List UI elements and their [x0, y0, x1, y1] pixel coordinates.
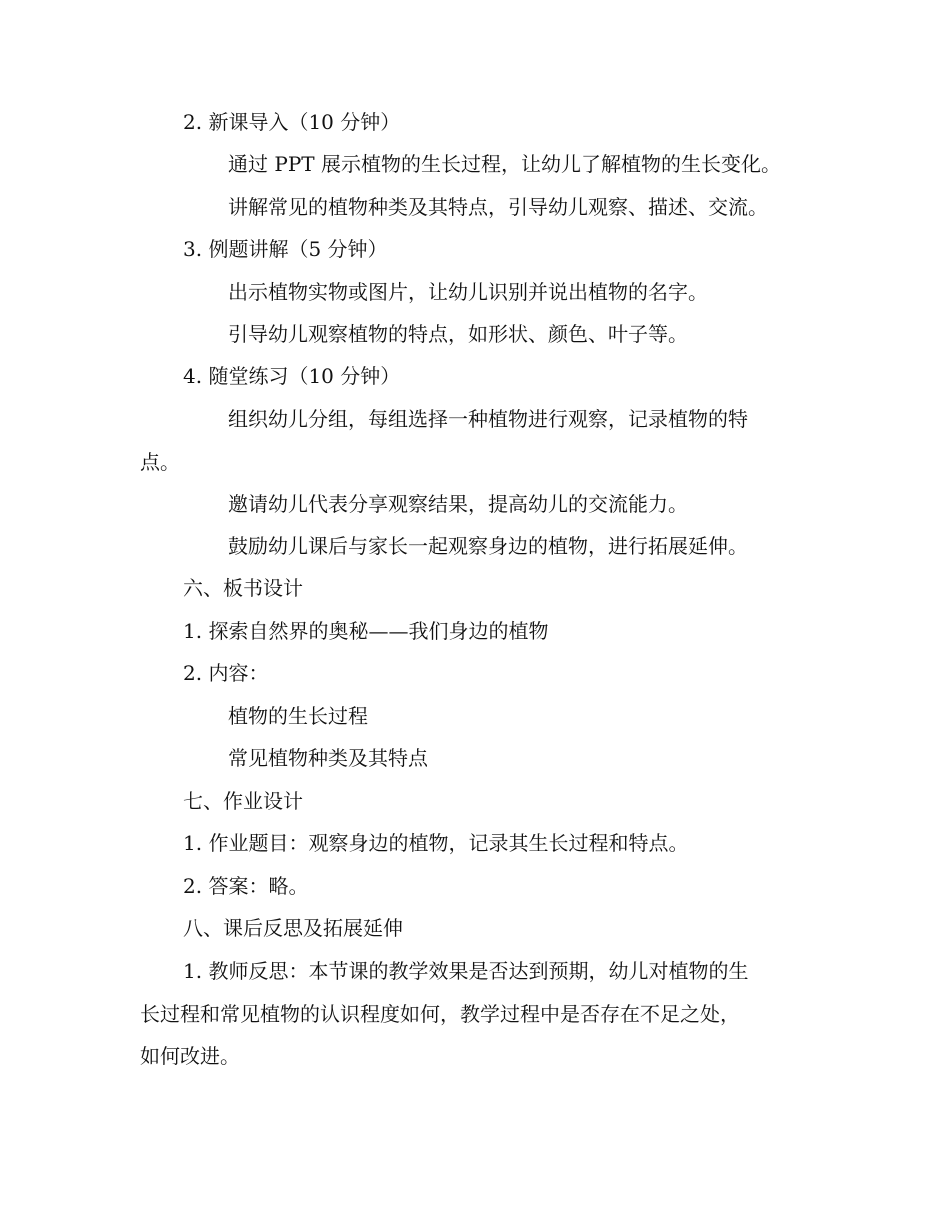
paragraph-line: 讲解常见的植物种类及其特点，引导幼儿观察、描述、交流。	[228, 195, 768, 219]
paragraph-line-wrap: 如何改进。	[140, 1044, 240, 1068]
paragraph-line: 植物的生长过程	[228, 704, 368, 728]
section-item-example: 3. 例题讲解（5 分钟）	[183, 237, 388, 261]
paragraph-line: 组织幼儿分组，每组选择一种植物进行观察，记录植物的特	[228, 407, 748, 431]
paragraph-line: 鼓励幼儿课后与家长一起观察身边的植物，进行拓展延伸。	[228, 534, 748, 558]
list-item: 1. 作业题目：观察身边的植物，记录其生长过程和特点。	[183, 831, 689, 855]
paragraph-line: 通过 PPT 展示植物的生长过程，让幼儿了解植物的生长变化。	[228, 152, 781, 176]
section-item-practice: 4. 随堂练习（10 分钟）	[183, 364, 401, 388]
section-item-new-lesson: 2. 新课导入（10 分钟）	[183, 110, 401, 134]
section-heading-reflection: 八、课后反思及拓展延伸	[183, 916, 403, 940]
paragraph-line: 出示植物实物或图片，让幼儿识别并说出植物的名字。	[228, 280, 708, 304]
list-item: 1. 探索自然界的奥秘——我们身边的植物	[183, 619, 549, 643]
paragraph-line-wrap: 长过程和常见植物的认识程度如何，教学过程中是否存在不足之处，	[140, 1002, 740, 1026]
list-item: 2. 内容：	[183, 661, 269, 685]
paragraph-line-wrap: 点。	[140, 450, 180, 474]
paragraph-line: 引导幼儿观察植物的特点，如形状、颜色、叶子等。	[228, 322, 688, 346]
paragraph-line: 常见植物种类及其特点	[228, 746, 428, 770]
section-heading-homework: 七、作业设计	[183, 789, 303, 813]
list-item: 2. 答案：略。	[183, 874, 309, 898]
paragraph-line: 邀请幼儿代表分享观察结果，提高幼儿的交流能力。	[228, 492, 688, 516]
section-heading-board-design: 六、板书设计	[183, 576, 303, 600]
list-item: 1. 教师反思：本节课的教学效果是否达到预期，幼儿对植物的生	[183, 959, 749, 983]
